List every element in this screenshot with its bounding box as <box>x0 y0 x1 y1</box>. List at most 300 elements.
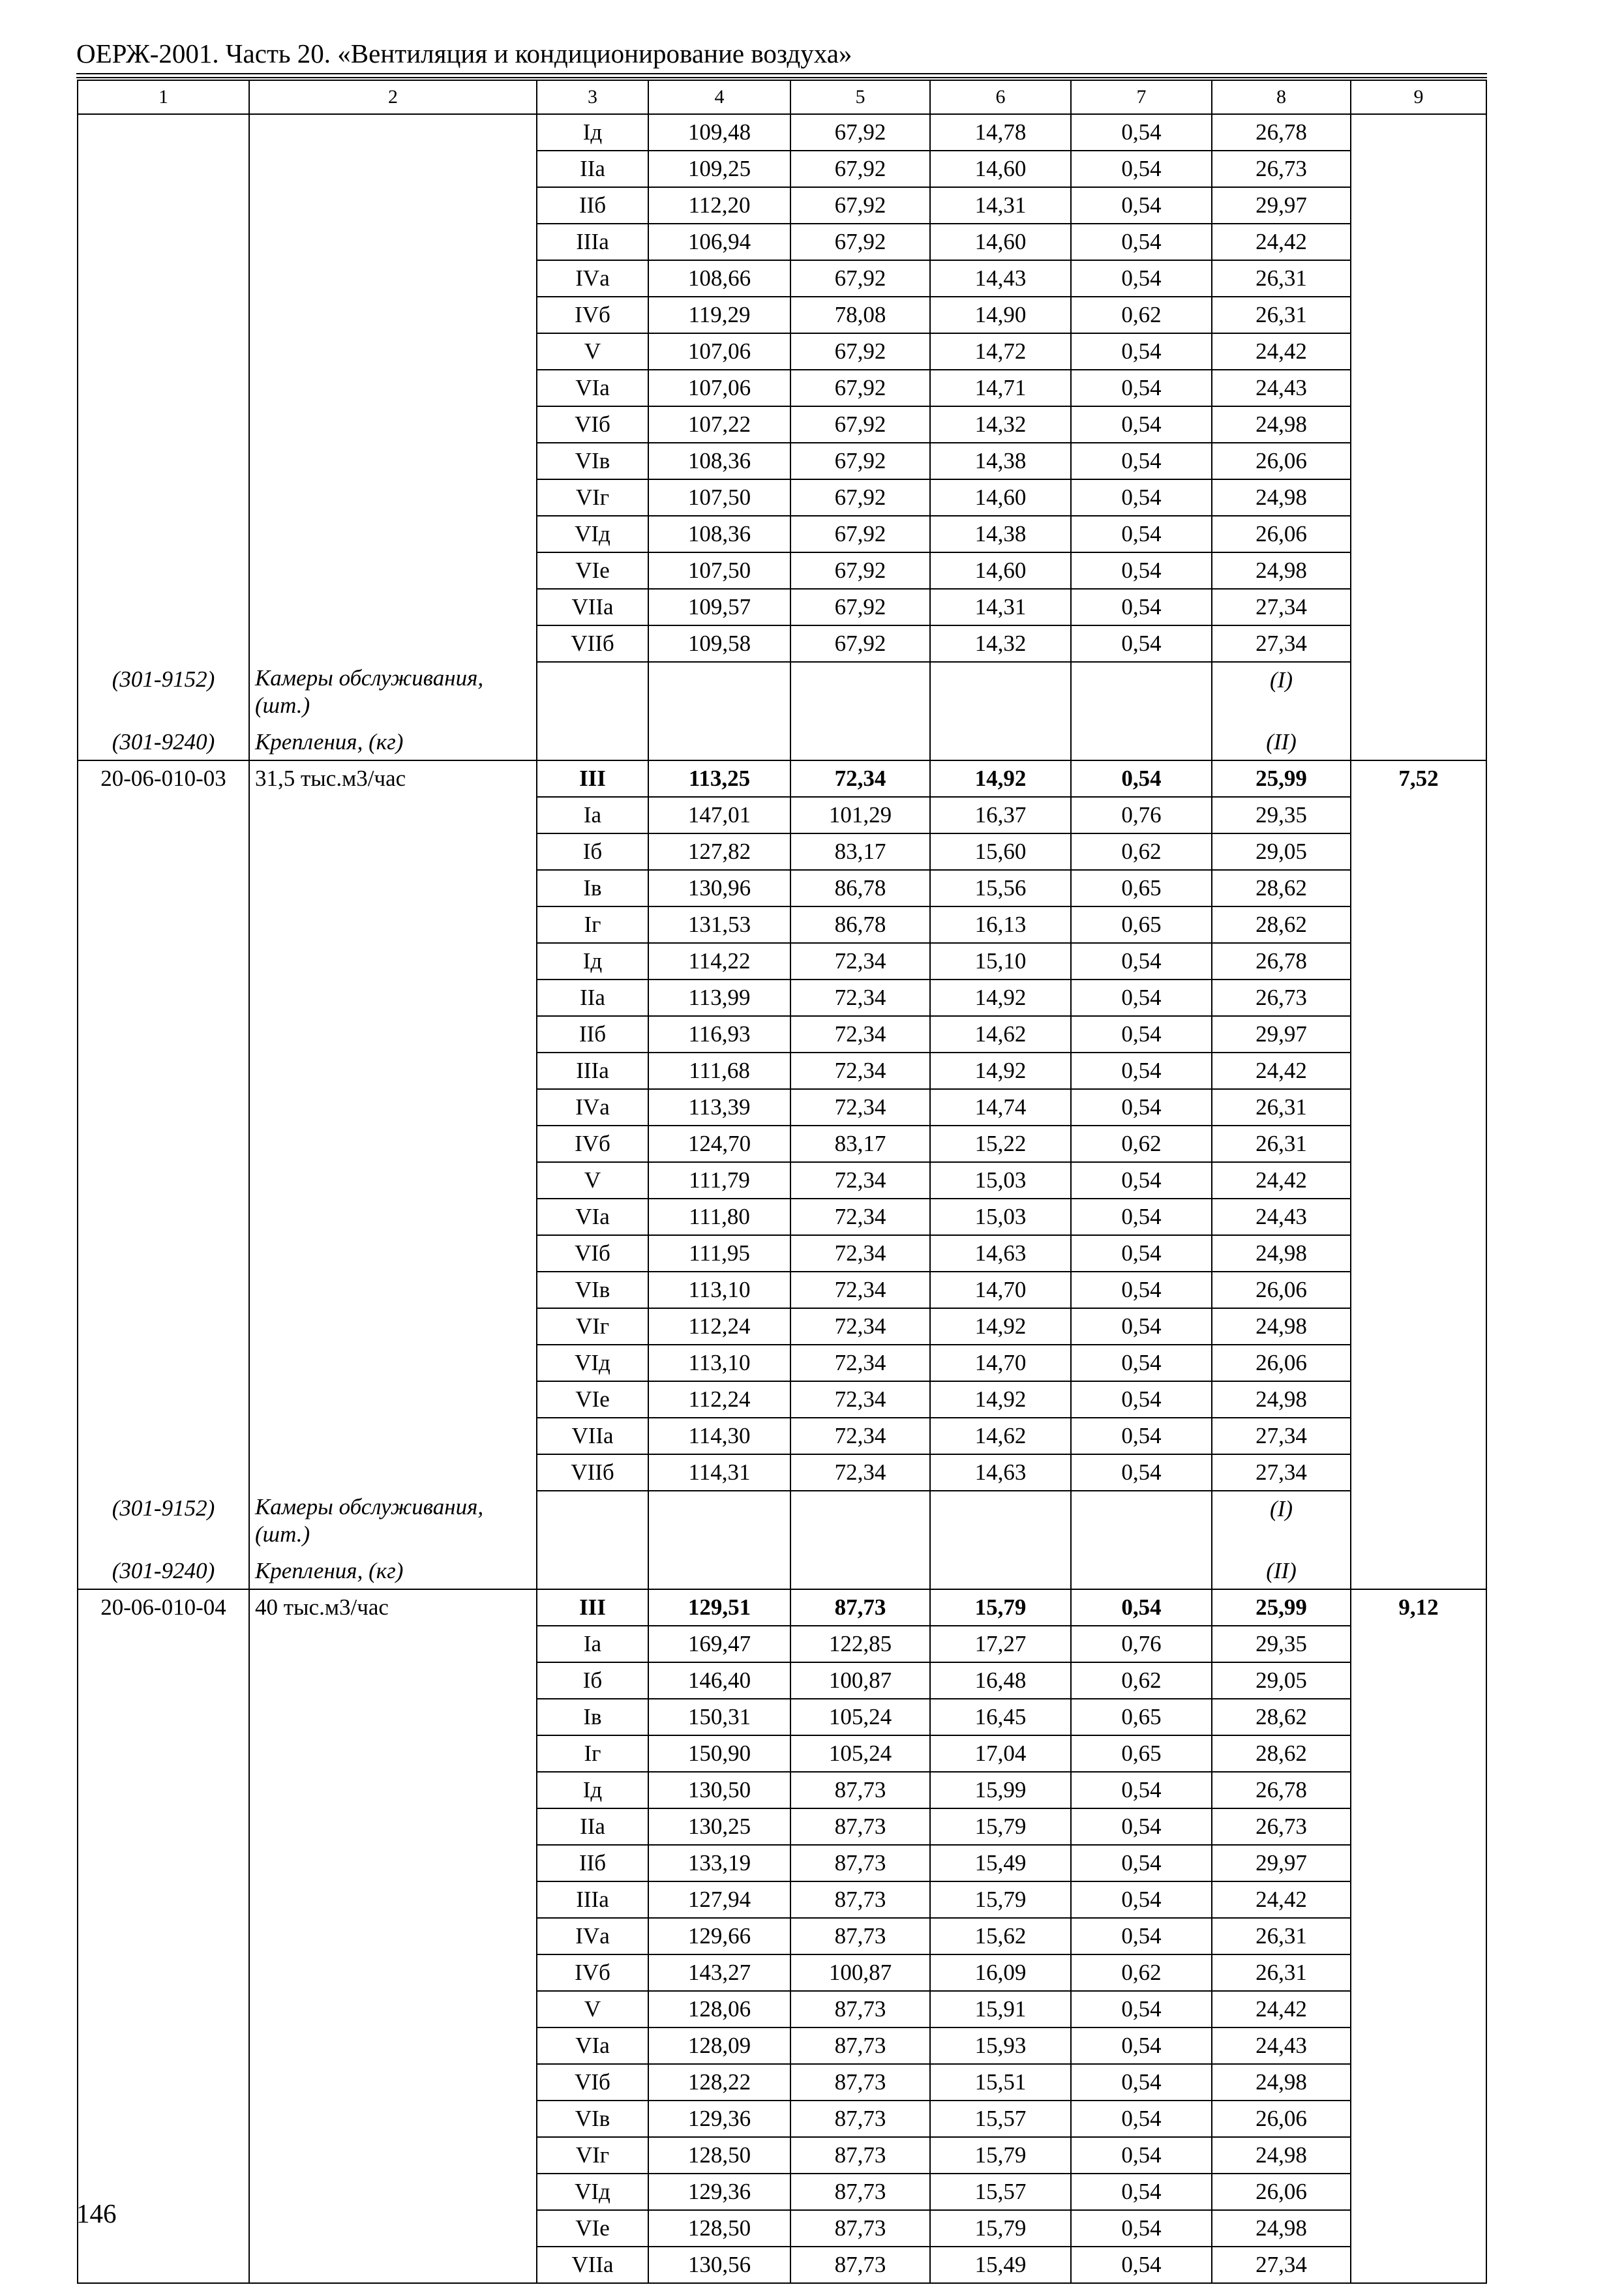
labor-cell <box>1351 725 1486 760</box>
table-row <box>78 943 1486 980</box>
total-cost-cell: 116,93 <box>648 1016 790 1053</box>
total-cost-cell: 128,09 <box>648 2027 790 2064</box>
code-cell <box>78 1418 249 1454</box>
machine-cell: 14,92 <box>930 1381 1071 1418</box>
zone-cell: Iг <box>537 906 648 943</box>
name-cell <box>249 1199 537 1235</box>
labor-cell <box>1351 2174 1486 2210</box>
labor-cell <box>1351 797 1486 833</box>
driver-wage-cell: 0,54 <box>1071 333 1212 370</box>
table-row <box>78 1662 1486 1699</box>
header-rule <box>76 73 1487 74</box>
zone-cell: VIд <box>537 516 648 552</box>
labor-cell <box>1351 297 1486 333</box>
driver-wage-cell: 0,54 <box>1071 224 1212 260</box>
machine-cell: 15,79 <box>930 2210 1071 2247</box>
header-rule <box>76 77 1487 78</box>
machine-cell <box>930 1553 1071 1589</box>
wage-cell: 67,92 <box>790 260 930 297</box>
table-row <box>78 1991 1486 2027</box>
labor-cell <box>1351 833 1486 870</box>
machine-cell: 14,71 <box>930 370 1071 406</box>
zone-cell: VIг <box>537 479 648 516</box>
machine-cell: 15,62 <box>930 1918 1071 1954</box>
driver-wage-cell: 0,54 <box>1071 1589 1212 1626</box>
machine-cell: 17,04 <box>930 1735 1071 1772</box>
wage-cell: 67,92 <box>790 114 930 151</box>
wage-cell: 72,34 <box>790 1454 930 1491</box>
zone-cell: Iа <box>537 1626 648 1662</box>
table-row <box>78 1918 1486 1954</box>
total-cost-cell: 128,22 <box>648 2064 790 2101</box>
zone-cell: VIIа <box>537 1418 648 1454</box>
total-cost-cell: 113,99 <box>648 980 790 1016</box>
total-cost-cell: 106,94 <box>648 224 790 260</box>
total-cost-cell: 111,80 <box>648 1199 790 1235</box>
zone-cell <box>537 725 648 760</box>
wage-cell: 100,87 <box>790 1662 930 1699</box>
wage-cell: 87,73 <box>790 1845 930 1881</box>
labor-cell <box>1351 1308 1486 1345</box>
wage-cell: 87,73 <box>790 2064 930 2101</box>
material-cell: 26,06 <box>1212 2101 1351 2137</box>
table-row <box>78 1735 1486 1772</box>
code-cell <box>78 187 249 224</box>
code-cell <box>78 114 249 151</box>
machine-cell <box>930 662 1071 725</box>
total-cost-cell: 129,51 <box>648 1589 790 1626</box>
labor-cell <box>1351 870 1486 906</box>
zone-cell: VIб <box>537 406 648 443</box>
table-row <box>78 187 1486 224</box>
table-row <box>78 1162 1486 1199</box>
material-cell: (II) <box>1212 725 1351 760</box>
labor-cell <box>1351 1699 1486 1735</box>
zone-cell: VIа <box>537 2027 648 2064</box>
material-cell: 29,05 <box>1212 833 1351 870</box>
table-row <box>78 333 1486 370</box>
zone-cell: V <box>537 333 648 370</box>
code-cell <box>78 943 249 980</box>
labor-cell <box>1351 1418 1486 1454</box>
zone-cell: V <box>537 1991 648 2027</box>
table-row <box>78 1845 1486 1881</box>
labor-cell <box>1351 625 1486 662</box>
material-cell: 27,34 <box>1212 625 1351 662</box>
driver-wage-cell: 0,65 <box>1071 906 1212 943</box>
material-cell: (I) <box>1212 662 1351 725</box>
machine-cell: 14,63 <box>930 1454 1071 1491</box>
column-number: 5 <box>790 80 930 114</box>
labor-cell <box>1351 1918 1486 1954</box>
code-cell <box>78 870 249 906</box>
name-cell <box>249 151 537 187</box>
zone-cell: VIв <box>537 1272 648 1308</box>
code-cell <box>78 1991 249 2027</box>
driver-wage-cell: 0,54 <box>1071 1772 1212 1808</box>
driver-wage-cell: 0,54 <box>1071 1345 1212 1381</box>
table-row <box>78 1589 1486 1626</box>
zone-cell: VIг <box>537 2137 648 2174</box>
wage-cell: 87,73 <box>790 1772 930 1808</box>
wage-cell: 72,34 <box>790 1308 930 1345</box>
total-cost-cell: 108,66 <box>648 260 790 297</box>
material-cell: 28,62 <box>1212 906 1351 943</box>
code-cell: (301-9152) <box>78 1491 249 1553</box>
code-cell <box>78 1735 249 1772</box>
machine-cell: 17,27 <box>930 1626 1071 1662</box>
driver-wage-cell <box>1071 662 1212 725</box>
code-cell <box>78 1626 249 1662</box>
total-cost-cell: 107,50 <box>648 479 790 516</box>
table-row <box>78 297 1486 333</box>
name-cell <box>249 406 537 443</box>
material-cell: 29,05 <box>1212 1662 1351 1699</box>
code-cell <box>78 1162 249 1199</box>
labor-cell <box>1351 516 1486 552</box>
driver-wage-cell: 0,65 <box>1071 1735 1212 1772</box>
name-cell <box>249 2101 537 2137</box>
material-cell: 26,06 <box>1212 1272 1351 1308</box>
name-cell <box>249 187 537 224</box>
total-cost-cell: 114,31 <box>648 1454 790 1491</box>
driver-wage-cell: 0,54 <box>1071 589 1212 625</box>
zone-cell: VIе <box>537 552 648 589</box>
name-cell <box>249 1454 537 1491</box>
code-cell <box>78 333 249 370</box>
table-row <box>78 1199 1486 1235</box>
total-cost-cell: 127,94 <box>648 1881 790 1918</box>
zone-cell: IIа <box>537 980 648 1016</box>
table-row <box>78 1454 1486 1491</box>
table-row <box>78 1308 1486 1345</box>
table-row <box>78 2027 1486 2064</box>
material-cell: 27,34 <box>1212 2247 1351 2283</box>
labor-cell <box>1351 1345 1486 1381</box>
table-row <box>78 1418 1486 1454</box>
code-cell <box>78 1381 249 1418</box>
zone-cell: IIб <box>537 187 648 224</box>
machine-cell: 15,79 <box>930 1808 1071 1845</box>
machine-cell: 14,72 <box>930 333 1071 370</box>
labor-cell <box>1351 1381 1486 1418</box>
total-cost-cell: 111,68 <box>648 1053 790 1089</box>
material-cell: 24,42 <box>1212 333 1351 370</box>
machine-cell: 14,32 <box>930 625 1071 662</box>
total-cost-cell: 133,19 <box>648 1845 790 1881</box>
labor-cell <box>1351 479 1486 516</box>
name-cell <box>249 1089 537 1126</box>
material-cell: 24,43 <box>1212 2027 1351 2064</box>
table-row <box>78 1235 1486 1272</box>
labor-cell <box>1351 1991 1486 2027</box>
table-row <box>78 1954 1486 1991</box>
driver-wage-cell: 0,54 <box>1071 1235 1212 1272</box>
material-cell: 28,62 <box>1212 1699 1351 1735</box>
name-cell <box>249 906 537 943</box>
column-number: 3 <box>537 80 648 114</box>
material-cell: 28,62 <box>1212 870 1351 906</box>
machine-cell: 15,03 <box>930 1162 1071 1199</box>
code-cell <box>78 1126 249 1162</box>
name-cell: 31,5 тыс.м3/час <box>249 760 537 797</box>
driver-wage-cell: 0,62 <box>1071 833 1212 870</box>
code-cell <box>78 1954 249 1991</box>
machine-cell: 14,60 <box>930 479 1071 516</box>
total-cost-cell: 112,20 <box>648 187 790 224</box>
table-row <box>78 370 1486 406</box>
material-cell: 24,98 <box>1212 479 1351 516</box>
page-header: ОЕРЖ-2001. Часть 20. «Вентиляция и кондиционирование воздуха» <box>76 38 852 68</box>
labor-cell <box>1351 1808 1486 1845</box>
labor-cell <box>1351 1089 1486 1126</box>
wage-cell: 72,34 <box>790 760 930 797</box>
name-cell <box>249 2064 537 2101</box>
table-row <box>78 224 1486 260</box>
material-cell: 26,31 <box>1212 1089 1351 1126</box>
total-cost-cell <box>648 1491 790 1553</box>
total-cost-cell: 114,30 <box>648 1418 790 1454</box>
material-cell: 24,98 <box>1212 1381 1351 1418</box>
name-cell <box>249 1881 537 1918</box>
total-cost-cell: 109,58 <box>648 625 790 662</box>
driver-wage-cell: 0,54 <box>1071 479 1212 516</box>
machine-cell: 14,38 <box>930 443 1071 479</box>
machine-cell: 14,90 <box>930 297 1071 333</box>
total-cost-cell: 129,36 <box>648 2101 790 2137</box>
table-row <box>78 833 1486 870</box>
material-cell: 24,42 <box>1212 1991 1351 2027</box>
driver-wage-cell: 0,54 <box>1071 980 1212 1016</box>
column-number: 1 <box>78 80 249 114</box>
table-row <box>78 1808 1486 1845</box>
column-number: 2 <box>249 80 537 114</box>
material-cell: 24,98 <box>1212 406 1351 443</box>
zone-cell: VIе <box>537 2210 648 2247</box>
zone-cell: IIIа <box>537 224 648 260</box>
code-cell <box>78 479 249 516</box>
total-cost-cell: 113,25 <box>648 760 790 797</box>
driver-wage-cell: 0,65 <box>1071 1699 1212 1735</box>
driver-wage-cell: 0,54 <box>1071 1991 1212 2027</box>
total-cost-cell: 111,95 <box>648 1235 790 1272</box>
zone-cell: VIа <box>537 370 648 406</box>
zone-cell: Iд <box>537 943 648 980</box>
column-number: 7 <box>1071 80 1212 114</box>
machine-cell: 14,74 <box>930 1089 1071 1126</box>
name-cell <box>249 1016 537 1053</box>
code-cell: (301-9240) <box>78 725 249 760</box>
table-row <box>78 980 1486 1016</box>
wage-cell: 86,78 <box>790 906 930 943</box>
labor-cell <box>1351 2064 1486 2101</box>
name-cell <box>249 2174 537 2210</box>
column-number: 6 <box>930 80 1071 114</box>
wage-cell: 67,92 <box>790 516 930 552</box>
code-cell <box>78 1199 249 1235</box>
wage-cell: 72,34 <box>790 980 930 1016</box>
zone-cell <box>537 662 648 725</box>
wage-cell: 83,17 <box>790 833 930 870</box>
code-cell <box>78 1699 249 1735</box>
driver-wage-cell: 0,54 <box>1071 1454 1212 1491</box>
name-cell <box>249 2210 537 2247</box>
column-number: 4 <box>648 80 790 114</box>
wage-cell: 72,34 <box>790 1089 930 1126</box>
machine-cell: 15,49 <box>930 2247 1071 2283</box>
material-cell: 29,97 <box>1212 1016 1351 1053</box>
name-cell <box>249 114 537 151</box>
code-cell <box>78 1053 249 1089</box>
driver-wage-cell: 0,54 <box>1071 1881 1212 1918</box>
driver-wage-cell: 0,54 <box>1071 1199 1212 1235</box>
labor-cell: 7,52 <box>1351 760 1486 797</box>
wage-cell: 72,34 <box>790 943 930 980</box>
code-cell <box>78 2101 249 2137</box>
zone-cell: IIб <box>537 1845 648 1881</box>
total-cost-cell: 131,53 <box>648 906 790 943</box>
labor-cell <box>1351 1954 1486 1991</box>
code-cell <box>78 1016 249 1053</box>
labor-cell <box>1351 2027 1486 2064</box>
material-cell: 24,42 <box>1212 1162 1351 1199</box>
name-cell <box>249 1699 537 1735</box>
labor-cell <box>1351 1772 1486 1808</box>
wage-cell <box>790 1553 930 1589</box>
wage-cell: 72,34 <box>790 1199 930 1235</box>
machine-cell: 15,79 <box>930 1881 1071 1918</box>
zone-cell: Iг <box>537 1735 648 1772</box>
zone-cell: VIа <box>537 1199 648 1235</box>
wage-cell: 87,73 <box>790 1881 930 1918</box>
driver-wage-cell: 0,54 <box>1071 370 1212 406</box>
total-cost-cell: 130,50 <box>648 1772 790 1808</box>
driver-wage-cell: 0,54 <box>1071 2247 1212 2283</box>
labor-cell <box>1351 2210 1486 2247</box>
code-cell <box>78 297 249 333</box>
name-cell <box>249 370 537 406</box>
name-cell <box>249 479 537 516</box>
material-cell: 24,98 <box>1212 2064 1351 2101</box>
labor-cell <box>1351 260 1486 297</box>
total-cost-cell: 130,25 <box>648 1808 790 1845</box>
machine-cell: 14,78 <box>930 114 1071 151</box>
labor-cell <box>1351 1272 1486 1308</box>
material-cell: 26,06 <box>1212 1345 1351 1381</box>
code-cell <box>78 980 249 1016</box>
table-row <box>78 760 1486 797</box>
material-cell: 24,98 <box>1212 1308 1351 1345</box>
driver-wage-cell: 0,54 <box>1071 1308 1212 1345</box>
labor-cell <box>1351 224 1486 260</box>
material-cell: 24,98 <box>1212 2137 1351 2174</box>
code-cell <box>78 224 249 260</box>
total-cost-cell: 150,90 <box>648 1735 790 1772</box>
machine-cell: 15,93 <box>930 2027 1071 2064</box>
wage-cell: 87,73 <box>790 1808 930 1845</box>
wage-cell: 83,17 <box>790 1126 930 1162</box>
code-cell <box>78 625 249 662</box>
name-cell <box>249 1381 537 1418</box>
table-row <box>78 114 1486 151</box>
zone-cell: Iв <box>537 870 648 906</box>
total-cost-cell: 119,29 <box>648 297 790 333</box>
wage-cell: 87,73 <box>790 1991 930 2027</box>
labor-cell: 9,12 <box>1351 1589 1486 1626</box>
zone-cell: VIIа <box>537 589 648 625</box>
code-cell: 20-06-010-04 <box>78 1589 249 1626</box>
machine-cell: 14,63 <box>930 1235 1071 1272</box>
wage-cell: 87,73 <box>790 2137 930 2174</box>
name-cell <box>249 2137 537 2174</box>
code-cell <box>78 2027 249 2064</box>
machine-cell: 16,09 <box>930 1954 1071 1991</box>
name-cell <box>249 1053 537 1089</box>
driver-wage-cell: 0,65 <box>1071 870 1212 906</box>
machine-cell: 14,70 <box>930 1345 1071 1381</box>
name-cell <box>249 1735 537 1772</box>
name-cell: Камеры обслуживания, (шт.) <box>249 1491 537 1553</box>
labor-cell <box>1351 906 1486 943</box>
wage-cell <box>790 1491 930 1553</box>
driver-wage-cell: 0,54 <box>1071 1053 1212 1089</box>
table-row <box>78 2064 1486 2101</box>
driver-wage-cell: 0,54 <box>1071 943 1212 980</box>
labor-cell <box>1351 1199 1486 1235</box>
labor-cell <box>1351 1454 1486 1491</box>
wage-cell: 67,92 <box>790 406 930 443</box>
driver-wage-cell: 0,54 <box>1071 187 1212 224</box>
zone-cell: IVб <box>537 1954 648 1991</box>
machine-cell: 15,56 <box>930 870 1071 906</box>
wage-cell: 87,73 <box>790 1918 930 1954</box>
material-cell: 26,73 <box>1212 151 1351 187</box>
machine-cell: 15,57 <box>930 2174 1071 2210</box>
code-cell <box>78 370 249 406</box>
driver-wage-cell: 0,76 <box>1071 797 1212 833</box>
name-cell <box>249 943 537 980</box>
code-cell <box>78 1918 249 1954</box>
zone-cell: VIв <box>537 443 648 479</box>
machine-cell: 14,60 <box>930 552 1071 589</box>
table-row <box>78 1053 1486 1089</box>
table-row <box>78 516 1486 552</box>
material-cell: 26,06 <box>1212 443 1351 479</box>
labor-cell <box>1351 662 1486 725</box>
name-cell <box>249 1626 537 1662</box>
zone-cell: IVб <box>537 297 648 333</box>
zone-cell: III <box>537 760 648 797</box>
material-cell: 26,31 <box>1212 1918 1351 1954</box>
total-cost-cell: 127,82 <box>648 833 790 870</box>
wage-cell: 105,24 <box>790 1735 930 1772</box>
code-cell <box>78 1808 249 1845</box>
material-cell: 24,98 <box>1212 2210 1351 2247</box>
name-cell <box>249 1918 537 1954</box>
name-cell: Камеры обслуживания, (шт.) <box>249 662 537 725</box>
material-cell: 24,42 <box>1212 224 1351 260</box>
material-cell: 24,98 <box>1212 1235 1351 1272</box>
name-cell <box>249 333 537 370</box>
labor-cell <box>1351 943 1486 980</box>
name-cell <box>249 1418 537 1454</box>
wage-cell: 67,92 <box>790 443 930 479</box>
table-row <box>78 260 1486 297</box>
code-cell: 20-06-010-03 <box>78 760 249 797</box>
wage-cell: 67,92 <box>790 333 930 370</box>
total-cost-cell <box>648 725 790 760</box>
code-cell <box>78 1345 249 1381</box>
